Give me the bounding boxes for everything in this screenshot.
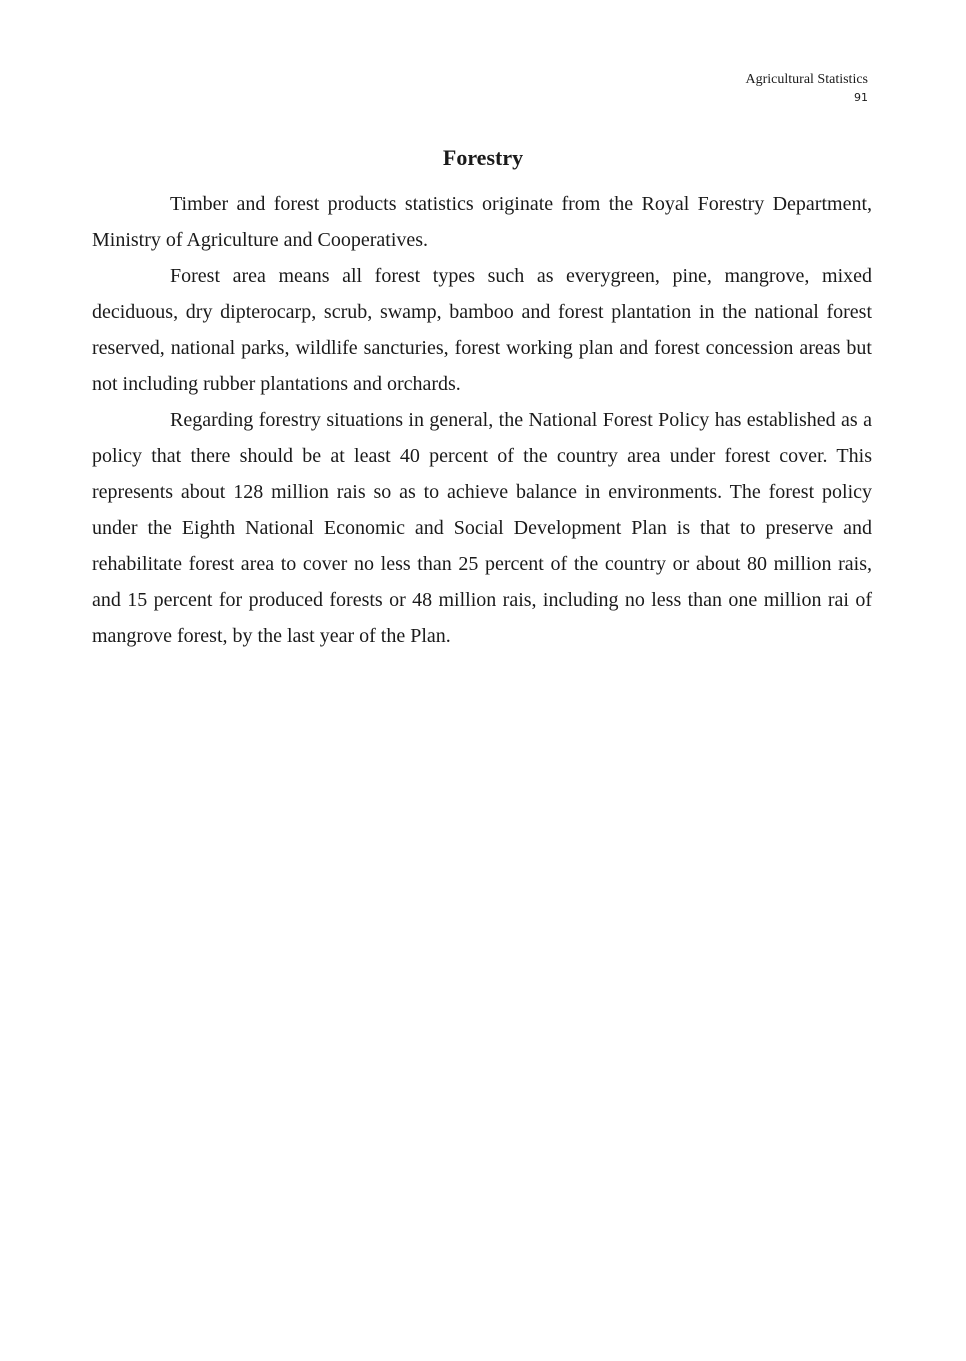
page-number: 91 xyxy=(854,91,868,104)
paragraph: Forest area means all forest types such as everygreen, pine, mangrove, mixed deciduous, dry dipterocarp, scrub, swamp, bamboo and forest plantation in the national forest reserved, national parks, wildlife sancturies, forest working plan and forest concession areas but not including rubber plantations and orchards. xyxy=(92,265,872,395)
paragraph: Timber and forest products statistics originate from the Royal Forestry Department, Ministry of Agriculture and Cooperatives. xyxy=(92,193,872,251)
publication-title: Agricultural Statistics xyxy=(745,72,868,87)
body-text xyxy=(92,186,872,654)
paragraph: Regarding forestry situations in general, the National Forest Policy has established as a policy that there should be at least 40 percent of the country area under forest cover. This represents about 128 million rais so as to achieve balance in environments. The forest policy under the Eighth National Economic and Social Development Plan is that to preserve and rehabilitate forest area to cover no less than 25 percent of the country or about 80 million rais, and 15 percent for produced forests or 48 million rais, including no less than one million rai of mangrove forest, by the last year of the Plan. xyxy=(92,409,872,647)
section-title: Forestry xyxy=(442,145,524,170)
running-head xyxy=(746,70,868,106)
